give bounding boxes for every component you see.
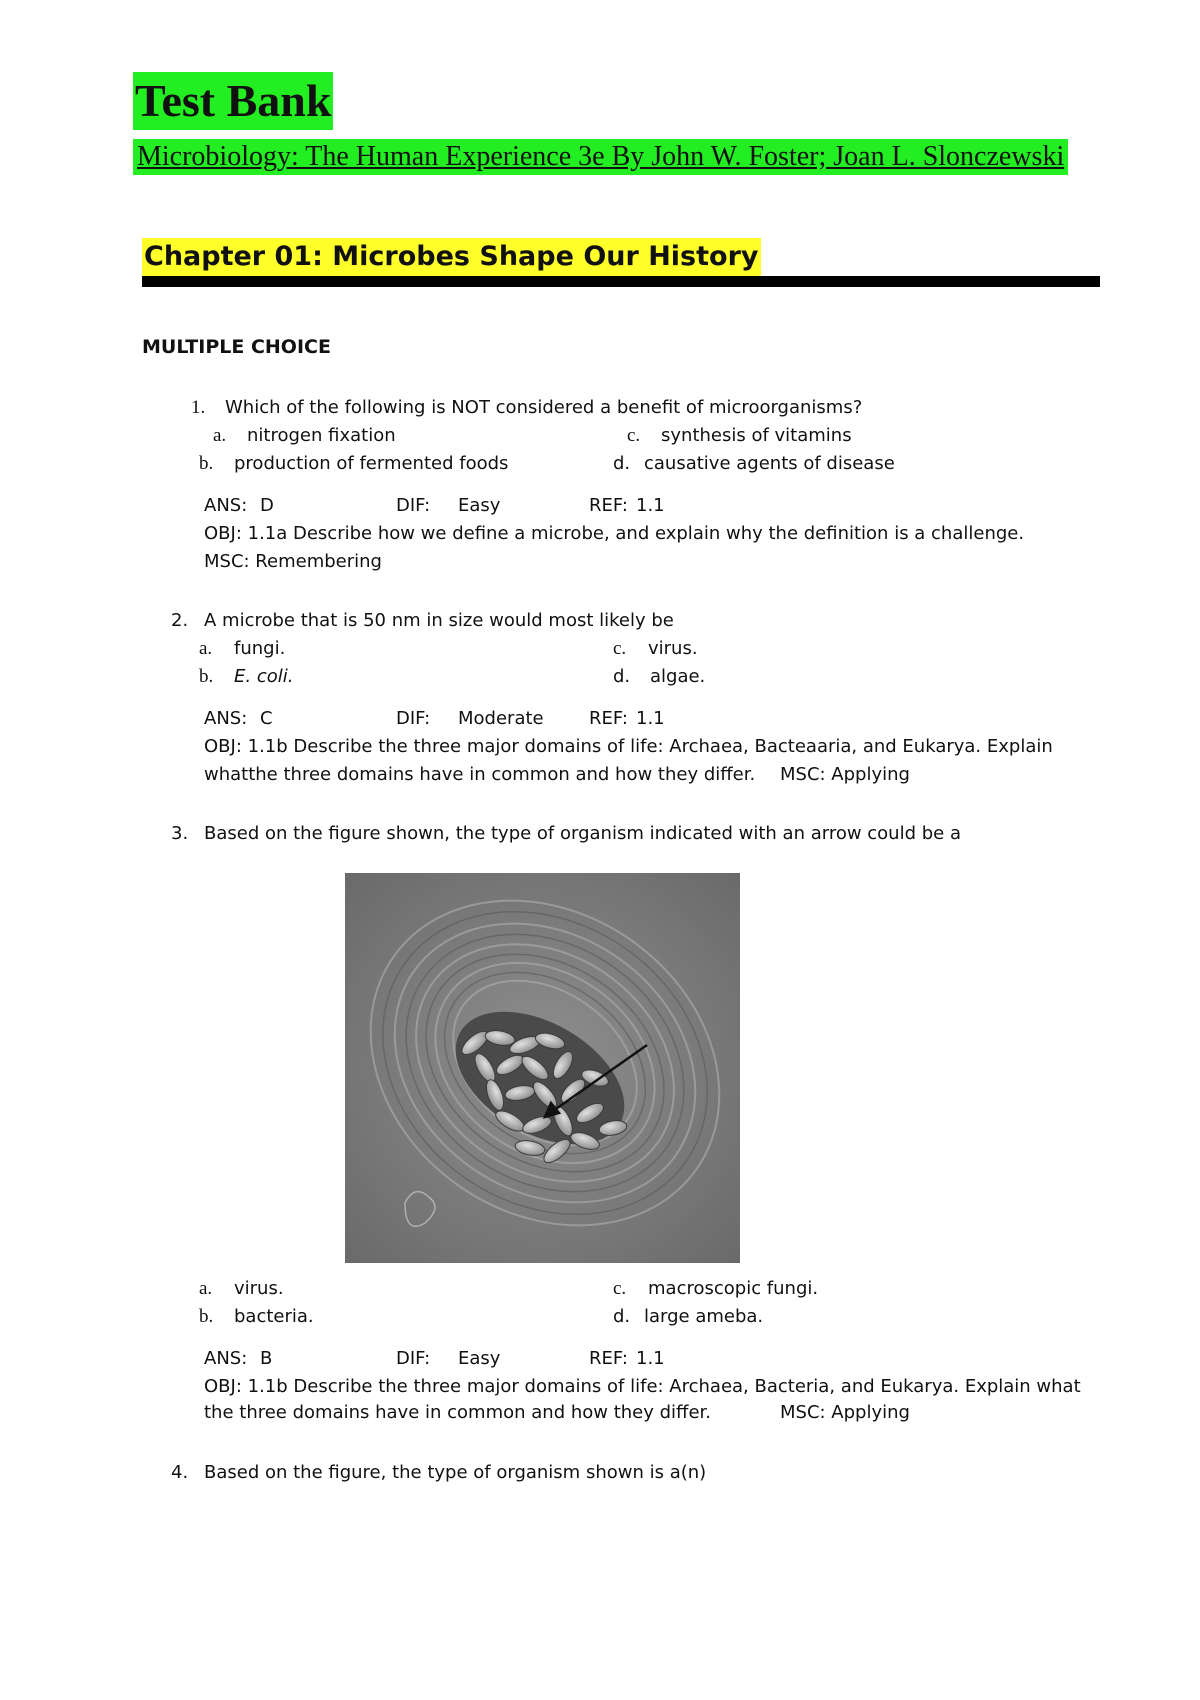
question-number: 4. (171, 1462, 189, 1483)
reference-label: REF: (589, 1348, 628, 1369)
option-text: causative agents of disease (644, 453, 895, 474)
answer-label: ANS: (204, 1348, 248, 1369)
option-letter: a. (199, 638, 213, 659)
option-letter: d. (613, 666, 631, 687)
answer-label: ANS: (204, 495, 248, 516)
reference-value: 1.1 (636, 708, 665, 729)
section-heading: MULTIPLE CHOICE (142, 336, 331, 358)
chapter-title: Chapter 01: Microbes Shape Our History (142, 238, 761, 276)
objective-text: OBJ: 1.1b Describe the three major domains of life: Archaea, Bacteaaria, and Eukarya. Explain (204, 736, 1053, 757)
difficulty-label: DIF: (396, 1348, 431, 1369)
option-text: virus. (234, 1278, 284, 1299)
msc-text: MSC: Applying (780, 764, 910, 785)
book-subtitle: Microbiology: The Human Experience 3e By John W. Foster; Joan L. Slonczewski (133, 139, 1068, 175)
reference-label: REF: (589, 708, 628, 729)
chapter-divider (142, 276, 1100, 287)
question-text: Based on the figure, the type of organism shown is a(n) (204, 1462, 707, 1483)
difficulty-value: Moderate (458, 708, 544, 729)
msc-text: MSC: Applying (780, 1402, 910, 1423)
objective-text: OBJ: 1.1b Describe the three major domains of life: Archaea, Bacteria, and Eukarya. Explain what (204, 1376, 1081, 1397)
objective-text: OBJ: 1.1a Describe how we define a microbe, and explain why the definition is a challenge. (204, 523, 1025, 544)
question-text: Which of the following is NOT considered a benefit of microorganisms? (225, 397, 863, 418)
objective-text-cont: the three domains have in common and how they differ. (204, 1402, 711, 1423)
option-text: nitrogen fixation (247, 425, 396, 446)
question-text: A microbe that is 50 nm in size would most likely be (204, 610, 674, 631)
answer-value: B (260, 1348, 273, 1369)
option-letter: b. (199, 453, 214, 474)
test-bank-title: Test Bank (133, 72, 333, 130)
question-number: 1. (191, 397, 206, 418)
msc-text: MSC: Remembering (204, 551, 382, 572)
option-text: synthesis of vitamins (661, 425, 852, 446)
question-number: 3. (171, 823, 189, 844)
option-letter: d. (613, 1306, 631, 1327)
objective-text-cont: whatthe three domains have in common and how they differ. (204, 764, 756, 785)
option-letter: a. (199, 1278, 213, 1299)
answer-value: C (260, 708, 273, 729)
sem-micrograph-figure (345, 873, 740, 1263)
option-letter: a. (213, 425, 227, 446)
option-letter: c. (627, 425, 641, 446)
difficulty-label: DIF: (396, 495, 431, 516)
option-letter: c. (613, 1278, 627, 1299)
option-text: algae. (650, 666, 706, 687)
option-text: macroscopic fungi. (648, 1278, 819, 1299)
difficulty-value: Easy (458, 495, 501, 516)
reference-value: 1.1 (636, 495, 665, 516)
difficulty-value: Easy (458, 1348, 501, 1369)
option-letter: b. (199, 666, 214, 687)
difficulty-label: DIF: (396, 708, 431, 729)
option-letter: d. (613, 453, 631, 474)
question-text: Based on the figure shown, the type of organism indicated with an arrow could be a (204, 823, 961, 844)
option-text: virus. (648, 638, 698, 659)
option-letter: b. (199, 1306, 214, 1327)
question-number: 2. (171, 610, 189, 631)
reference-label: REF: (589, 495, 628, 516)
option-text: bacteria. (234, 1306, 314, 1327)
option-text: E. coli. (234, 666, 294, 687)
answer-value: D (260, 495, 274, 516)
option-text: production of fermented foods (234, 453, 509, 474)
answer-label: ANS: (204, 708, 248, 729)
option-text: large ameba. (644, 1306, 764, 1327)
reference-value: 1.1 (636, 1348, 665, 1369)
option-letter: c. (613, 638, 627, 659)
option-text: fungi. (234, 638, 286, 659)
